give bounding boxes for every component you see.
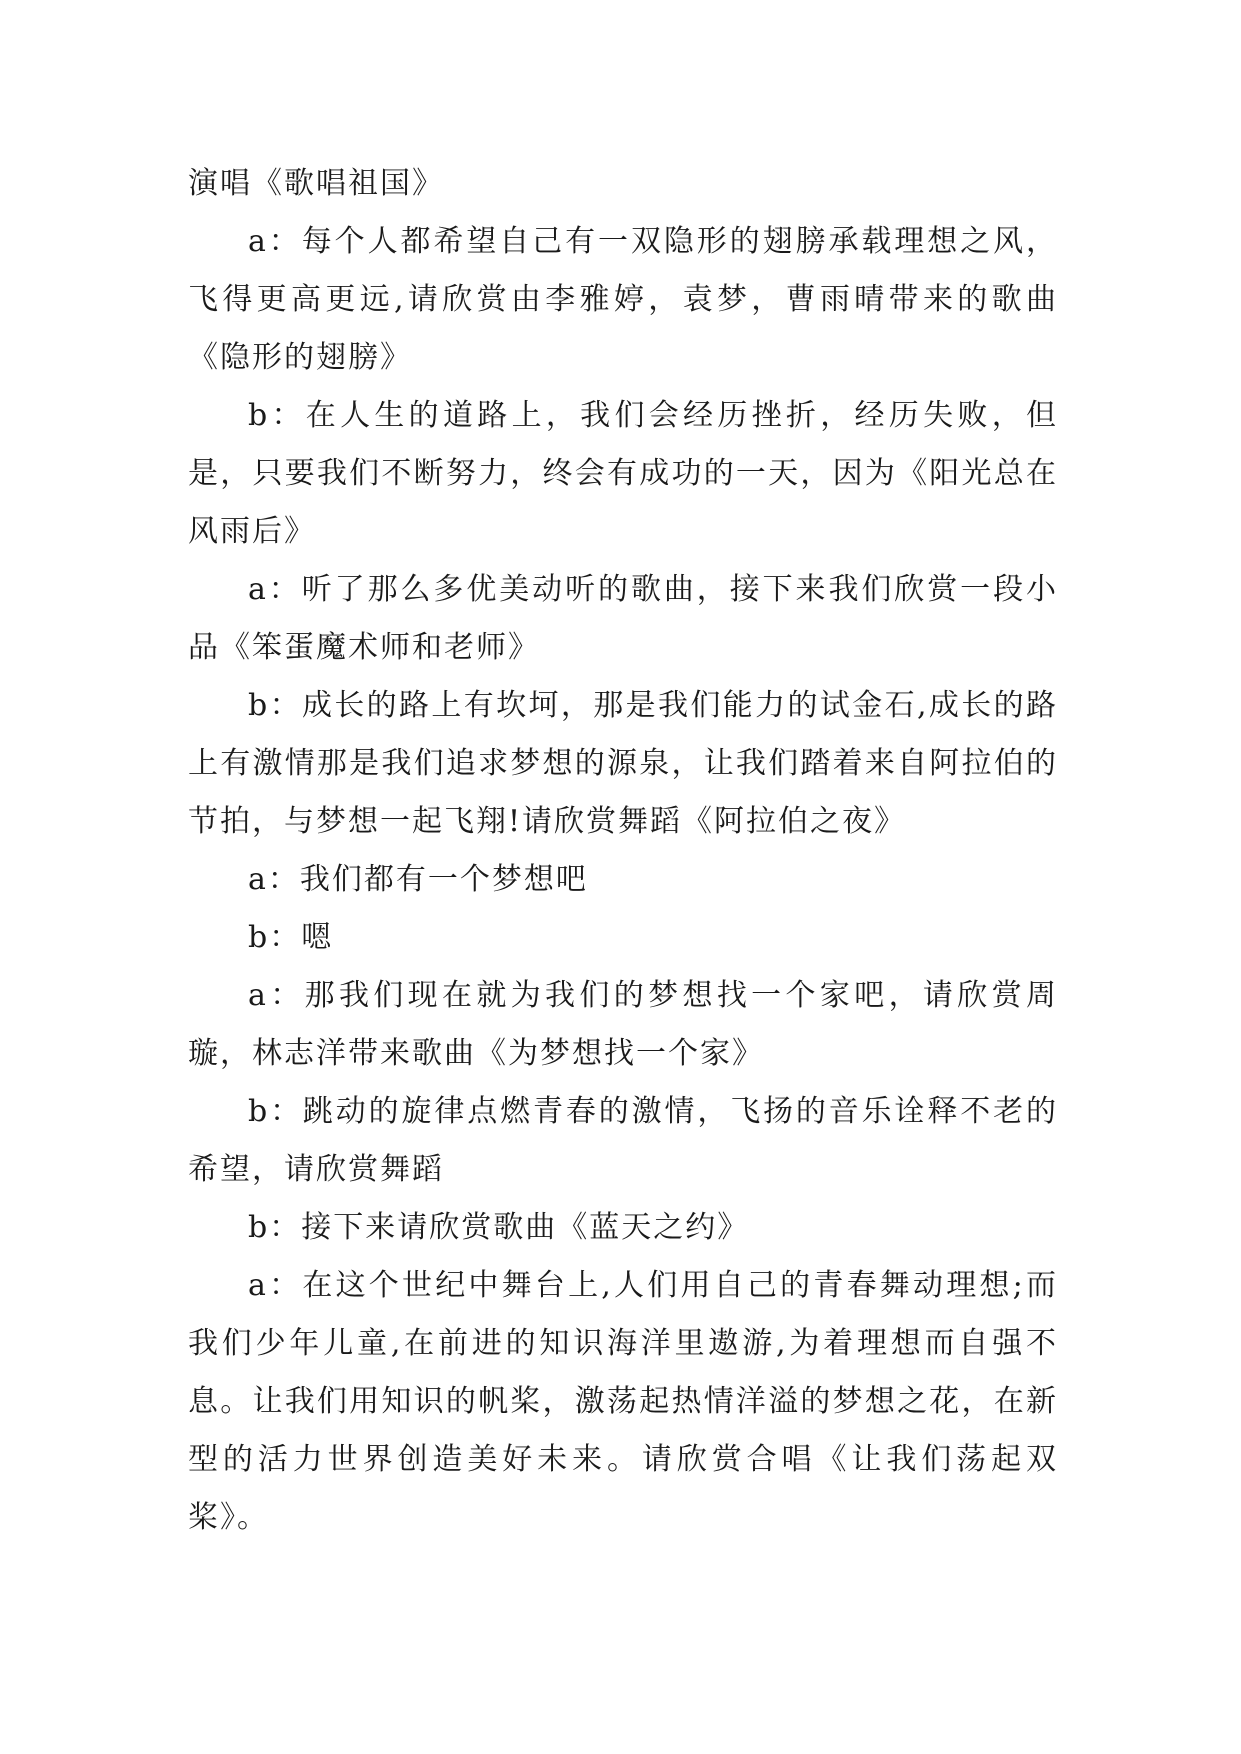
- paragraph-host-b-1: b：在人生的道路上，我们会经历挫折，经历失败，但是，只要我们不断努力，终会有成功的一天，因为《阳光总在风雨后》: [188, 398, 1058, 549]
- paragraph-host-a-5: a：在这个世纪中舞台上,人们用自己的青春舞动理想;而我们少年儿童,在前进的知识海洋里遨游,为着理想而自强不息。让我们用知识的帆桨，激荡起热情洋溢的梦想之花，在新型的活力世界创造美好未来。请欣赏合唱《让我们荡起双桨》。: [188, 1268, 1058, 1535]
- script-body: [188, 155, 1058, 1547]
- paragraph-host-a-1: a：每个人都希望自己有一双隐形的翅膀承载理想之风，飞得更高更远,请欣赏由李雅婷，袁梦，曹雨晴带来的歌曲《隐形的翅膀》: [188, 224, 1058, 375]
- paragraph-host-a-2: a：听了那么多优美动听的歌曲，接下来我们欣赏一段小品《笨蛋魔术师和老师》: [188, 572, 1058, 665]
- paragraph-host-b-5: b：接下来请欣赏歌曲《蓝天之约》: [248, 1210, 750, 1245]
- paragraph-intro-line: 演唱《歌唱祖国》: [188, 166, 444, 201]
- paragraph-host-b-2: b：成长的路上有坎坷，那是我们能力的试金石,成长的路上有激情那是我们追求梦想的源泉，让我们踏着来自阿拉伯的节拍，与梦想一起飞翔!请欣赏舞蹈《阿拉伯之夜》: [188, 688, 1058, 839]
- paragraph-host-a-4: a：那我们现在就为我们的梦想找一个家吧，请欣赏周璇，林志洋带来歌曲《为梦想找一个家》: [188, 978, 1058, 1071]
- paragraph-host-b-4: b：跳动的旋律点燃青春的激情，飞扬的音乐诠释不老的希望，请欣赏舞蹈: [188, 1094, 1058, 1187]
- paragraph-host-a-3: a：我们都有一个梦想吧: [248, 862, 588, 897]
- paragraph-host-b-3: b：嗯: [248, 920, 334, 955]
